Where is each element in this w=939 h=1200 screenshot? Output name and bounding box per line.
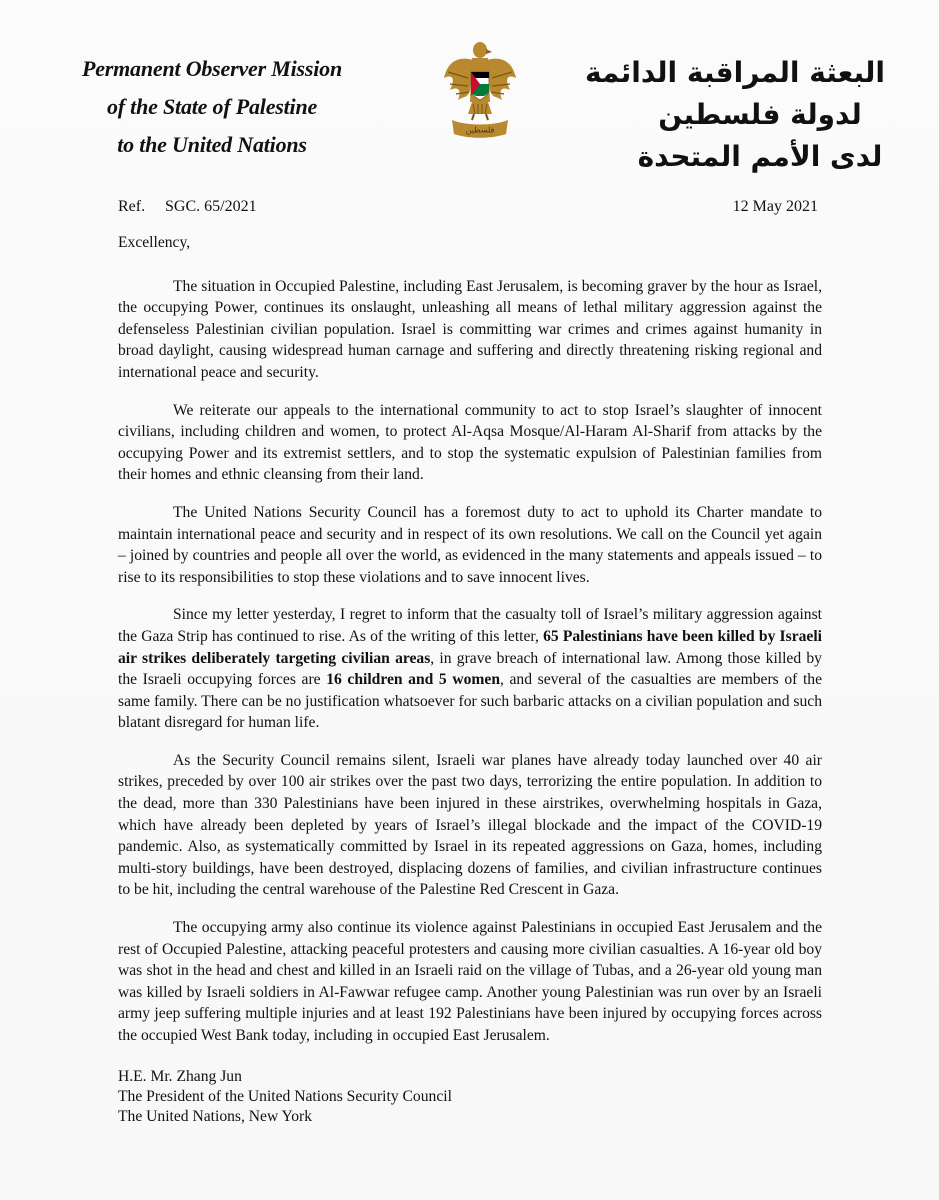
mission-name-line-2: of the State of Palestine [106, 94, 318, 119]
arabic-line-2: لدولة فلسطين [658, 98, 862, 131]
addressee-block [118, 1067, 822, 1127]
paragraph-4-bold-children-women: 16 children and 5 women [326, 671, 500, 689]
palestine-eagle-emblem-icon [442, 38, 518, 142]
mission-name-line-3: to the United Nations [117, 132, 307, 157]
emblem-inscription: فلسطين [465, 125, 495, 135]
addressee-title: The President of the United Nations Security Council [118, 1087, 452, 1105]
paragraph-1: The situation in Occupied Palestine, including East Jerusalem, is becoming graver by the hour as Israel, the occupying Power, continues its onslaught, unleashing all means of lethal military aggression against the defenseless Palestinian civilian population. Israel is committing war crimes and crimes against humanity in broad daylight, causing widespread human carnage and suffering and directly threatening risking regional and international peace and security. [118, 277, 822, 381]
paragraph-3: The United Nations Security Council has a foremost duty to act to uphold its Charter mandate to maintain international peace and security and in respect of its own resolutions. We call on the Council yet again – joined by countries and people all over the world, as evidenced in the many statements and appeals issued – to rise to its responsibilities to stop these violations and to save innocent lives. [118, 503, 822, 586]
arabic-line-3: لدى الأمم المتحدة [637, 140, 883, 173]
paragraph-6: The occupying army also continue its violence against Palestinians in occupied East Jerusalem and the rest of Occupied Palestine, attacking peaceful protesters and causing more civilian casualties. A 16-year old boy was shot in the head and chest and killed in an Israeli raid on the village of Tubas, and a 26-year old young man was killed by Israeli soldiers in Al-Fawwar refugee camp. Another young Palestinian was run over by an Israeli army jeep suffering multiple injuries and at least 192 Palestinians have been injured by occupying forces across the occupied West Bank today, including in occupied East Jerusalem. [118, 919, 822, 1044]
paragraph-4 [118, 604, 822, 734]
mission-name-line-1: Permanent Observer Mission [81, 56, 343, 81]
letter-body [118, 232, 822, 1127]
salutation: Excellency, [118, 234, 191, 251]
addressee-name: H.E. Mr. Zhang Jun [118, 1067, 242, 1085]
paragraph-5: As the Security Council remains silent, Israeli war planes have already today launched over 40 air strikes, preceded by over 100 air strikes over the past two days, terrorizing the entire population. In addition to the dead, more than 330 Palestinians have been injured in these airstrikes, overwhelming hospitals in Gaza, which have already been depleted by years of Israel’s illegal blockade and the impact of the COVID-19 pandemic. Also, as systematically committed by Israel in its repeated aggressions on Gaza, homes, including multi-story buildings, have been destroyed, displacing dozens of families, and civilian infrastructure continues to be hit, including the central warehouse of the Palestine Red Crescent in Gaza. [118, 751, 822, 899]
mission-name-arabic [584, 52, 885, 178]
paragraph-4-bold-casualties: 65 Palestinians have been killed by Israeli air strikes deliberately targeting civilian areas [118, 627, 822, 667]
paragraph-4-text-3: , and several of the casualties are members of the same family. There can be no justification whatsoever for such barbaric attacks on a civilian population and such blatant disregard for human life. [118, 671, 823, 732]
addressee-location: The United Nations, New York [118, 1107, 313, 1125]
reference-number: SGC. 65/2021 [165, 198, 257, 215]
reference-label: Ref. [118, 198, 146, 215]
arabic-line-1: البعثة المراقبة الدائمة [584, 56, 885, 89]
paragraph-2: We reiterate our appeals to the international community to act to stop Israel’s slaughter of innocent civilians, including children and women, to protect Al-Aqsa Mosque/Al-Haram Al-Sharif from attacks by the occupying Power and its extremist settlers, and to stop the systematic expulsion of Palestinian families from their homes and ethnic cleansing from their land. [118, 401, 822, 484]
mission-name-english [62, 50, 362, 164]
paragraph-4-text-2: , in grave breach of international law. Among those killed by the Israeli occupying forces are [118, 649, 822, 689]
paragraph-4-text-1: Since my letter yesterday, I regret to inform that the casualty toll of Israel’s military aggression against the Gaza Strip has continued to rise. As of the writing of this letter, [118, 606, 822, 645]
letter-date: 12 May 2021 [732, 198, 818, 215]
